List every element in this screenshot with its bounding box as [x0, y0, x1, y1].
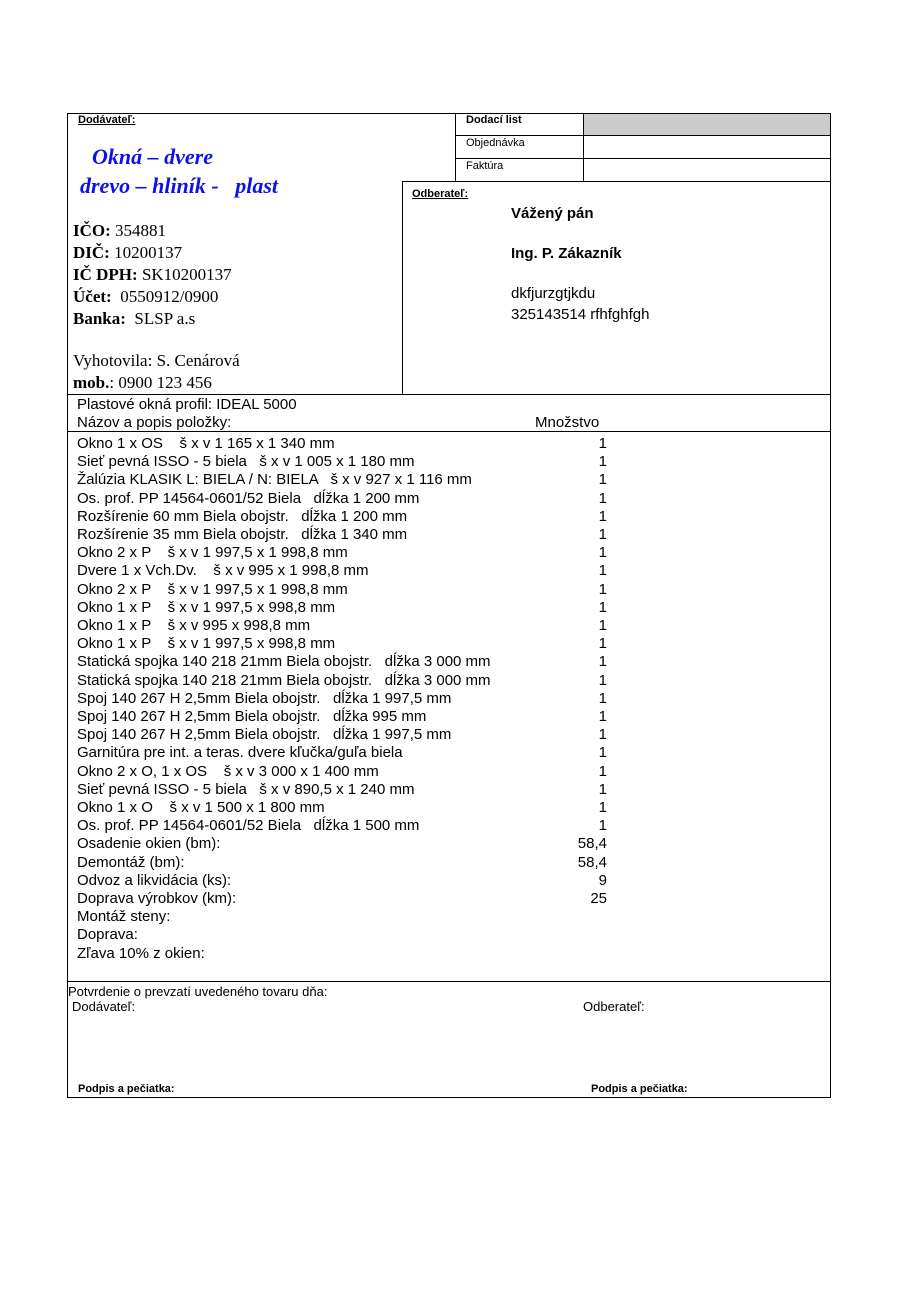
item-quantity: 58,4: [577, 835, 607, 853]
customer-signature-label: Podpis a pečiatka:: [591, 1083, 688, 1095]
table-row: [77, 835, 607, 853]
item-quantity: 1: [598, 635, 607, 653]
item-quantity: 1: [598, 708, 607, 725]
item-description: Okno 2 x O, 1 x OS š x v 3 000 x 1 400 mm: [77, 762, 379, 780]
item-quantity: 1: [598, 671, 607, 689]
table-row: [77, 672, 607, 690]
item-quantity: 1: [598, 435, 607, 452]
table-row: [77, 781, 607, 799]
supplier-label: Dodávateľ:: [78, 114, 136, 126]
invoice-label: Faktúra: [466, 160, 504, 172]
confirmation-text: Potvrdenie o prevzatí uvedeného tovaru dňa:: [68, 984, 328, 999]
mobile-line: [73, 373, 212, 393]
item-description: Montáž steny:: [77, 908, 171, 926]
item-description: Sieť pevná ISSO - 5 biela š x v 890,5 x 1 240 mm: [77, 780, 415, 798]
item-quantity: 1: [598, 762, 607, 780]
item-description: Sieť pevná ISSO - 5 biela š x v 1 005 x 1 180 mm: [77, 453, 415, 471]
item-description: Dvere 1 x Vch.Dv. š x v 995 x 1 998,8 mm: [77, 562, 369, 580]
table-row: [77, 562, 607, 580]
table-row: [77, 490, 607, 508]
footer-customer-label: Odberateľ:: [583, 999, 645, 1014]
table-row: [77, 854, 607, 872]
item-description: Okno 1 x P š x v 1 997,5 x 998,8 mm: [77, 635, 336, 653]
banka-line: [73, 309, 195, 329]
icdph-value: SK10200137: [141, 265, 232, 284]
item-description: Zľava 10% z okien:: [77, 944, 205, 962]
table-row: [77, 599, 607, 617]
divider: [67, 431, 831, 432]
prepared-by: Vyhotovila: S. Cenárová: [73, 351, 240, 370]
item-description: Spoj 140 267 H 2,5mm Biela obojstr. dĺžka 1 997,5 mm: [77, 689, 452, 707]
item-quantity: 1: [598, 562, 607, 580]
item-quantity: 1: [598, 653, 607, 671]
ico-label: IČO:: [73, 221, 111, 240]
item-quantity: 1: [598, 598, 607, 616]
profile-label: Plastové okná profil: IDEAL 5000: [77, 396, 297, 413]
item-description: Doprava:: [77, 926, 138, 944]
dic-label: DIČ:: [73, 243, 110, 262]
item-quantity: 1: [598, 526, 607, 543]
column-qty-header: Množstvo: [535, 414, 600, 431]
customer-address-1: dkfjurzgtjkdu: [511, 285, 596, 302]
item-description: Žalúzia KLASIK L: BIELA / N: BIELA š x v 927 x 1 116 mm: [77, 471, 472, 489]
item-description: Okno 2 x P š x v 1 997,5 x 1 998,8 mm: [77, 544, 348, 562]
mob-label: mob.: [73, 373, 110, 392]
divider: [402, 181, 403, 394]
item-quantity: 1: [598, 453, 607, 471]
banka-label: Banka:: [73, 309, 126, 328]
table-row: [77, 653, 607, 671]
customer-name: Ing. P. Zákazník: [511, 245, 622, 262]
table-row: [77, 872, 607, 890]
dic-line: [73, 243, 182, 263]
item-quantity: 25: [590, 890, 607, 907]
item-description: Os. prof. PP 14564-0601/52 Biela dĺžka 1 500 mm: [77, 817, 420, 835]
item-description: Doprava výrobkov (km):: [77, 890, 237, 907]
divider: [455, 135, 831, 136]
table-row: [77, 890, 607, 908]
table-row: [77, 763, 607, 781]
table-row: [77, 471, 607, 489]
dic-value: 10200137: [114, 243, 183, 262]
brand-line-1: Okná – dvere: [92, 144, 213, 169]
divider: [455, 113, 456, 182]
item-quantity: 1: [598, 689, 607, 707]
item-description: Okno 1 x O š x v 1 500 x 1 800 mm: [77, 799, 325, 816]
table-row: [77, 817, 607, 835]
item-quantity: 1: [598, 744, 607, 762]
item-quantity: 1: [598, 489, 607, 507]
table-row: [77, 581, 607, 599]
item-description: Rozšírenie 60 mm Biela obojstr. dĺžka 1 200 mm: [77, 507, 408, 525]
brand-line-2: drevo – hliník - plast: [80, 173, 279, 198]
item-description: Okno 1 x P š x v 995 x 998,8 mm: [77, 617, 311, 634]
table-row: [77, 799, 607, 817]
item-description: Spoj 140 267 H 2,5mm Biela obojstr. dĺžka 995 mm: [77, 708, 427, 725]
table-row: [77, 435, 607, 453]
item-quantity: 1: [598, 580, 607, 598]
footer-supplier-label: Dodávateľ:: [72, 999, 136, 1014]
table-row: [77, 635, 607, 653]
item-description: Odvoz a likvidácia (ks):: [77, 871, 232, 889]
item-quantity: 1: [598, 471, 607, 489]
item-description: Statická spojka 140 218 21mm Biela obojstr. dĺžka 3 000 mm: [77, 653, 491, 671]
item-quantity: 9: [598, 871, 607, 889]
item-description: Rozšírenie 35 mm Biela obojstr. dĺžka 1 340 mm: [77, 526, 408, 543]
item-description: Os. prof. PP 14564-0601/52 Biela dĺžka 1 200 mm: [77, 489, 420, 507]
item-description: Okno 1 x P š x v 1 997,5 x 998,8 mm: [77, 598, 336, 616]
customer-salutation: Vážený pán: [511, 205, 594, 222]
supplier-signature-label: Podpis a pečiatka:: [78, 1083, 175, 1095]
table-row: [77, 908, 607, 926]
item-quantity: 1: [598, 507, 607, 525]
ico-line: [73, 221, 166, 241]
order-label: Objednávka: [466, 137, 525, 149]
item-quantity: 1: [598, 726, 607, 744]
item-description: Okno 2 x P š x v 1 997,5 x 1 998,8 mm: [77, 580, 348, 598]
item-description: Statická spojka 140 218 21mm Biela obojstr. dĺžka 3 000 mm: [77, 671, 491, 689]
table-row: [77, 544, 607, 562]
item-quantity: 1: [598, 780, 607, 798]
item-description: Osadenie okien (bm):: [77, 835, 221, 853]
item-quantity: 58,4: [577, 853, 607, 871]
item-description: Demontáž (bm):: [77, 853, 185, 871]
item-quantity: 1: [598, 817, 607, 835]
table-row: [77, 617, 607, 635]
table-row: [77, 690, 607, 708]
item-quantity: 1: [598, 617, 607, 634]
table-row: [77, 726, 607, 744]
column-name-header: Názov a popis položky:: [77, 414, 232, 431]
item-description: Spoj 140 267 H 2,5mm Biela obojstr. dĺžka 1 997,5 mm: [77, 726, 452, 744]
table-row: [77, 945, 607, 963]
ucet-label: Účet:: [73, 287, 112, 306]
divider: [455, 158, 831, 159]
mob-value: : 0900 123 456: [109, 373, 212, 392]
banka-value: SLSP a.s: [134, 309, 196, 328]
item-description: Okno 1 x OS š x v 1 165 x 1 340 mm: [77, 435, 335, 452]
customer-address-2: 325143514 rfhfghfgh: [511, 306, 650, 323]
table-row: [77, 508, 607, 526]
item-description: Garnitúra pre int. a teras. dvere kľučka/guľa biela: [77, 744, 403, 762]
delivery-note-highlight: [584, 114, 830, 135]
customer-label: Odberateľ:: [412, 188, 469, 200]
divider: [402, 181, 831, 182]
item-quantity: 1: [598, 799, 607, 816]
delivery-note-label: Dodací list: [466, 114, 522, 126]
table-row: [77, 926, 607, 944]
table-row: [77, 708, 607, 726]
ucet-line: [73, 287, 218, 307]
item-quantity: 1: [598, 544, 607, 562]
ico-value: 354881: [115, 221, 167, 240]
divider: [67, 394, 831, 395]
table-row: [77, 453, 607, 471]
table-row: [77, 744, 607, 762]
icdph-label: IČ DPH:: [73, 265, 138, 284]
icdph-line: [73, 265, 232, 285]
divider: [67, 981, 831, 982]
table-row: [77, 526, 607, 544]
ucet-value: 0550912/0900: [120, 287, 219, 306]
